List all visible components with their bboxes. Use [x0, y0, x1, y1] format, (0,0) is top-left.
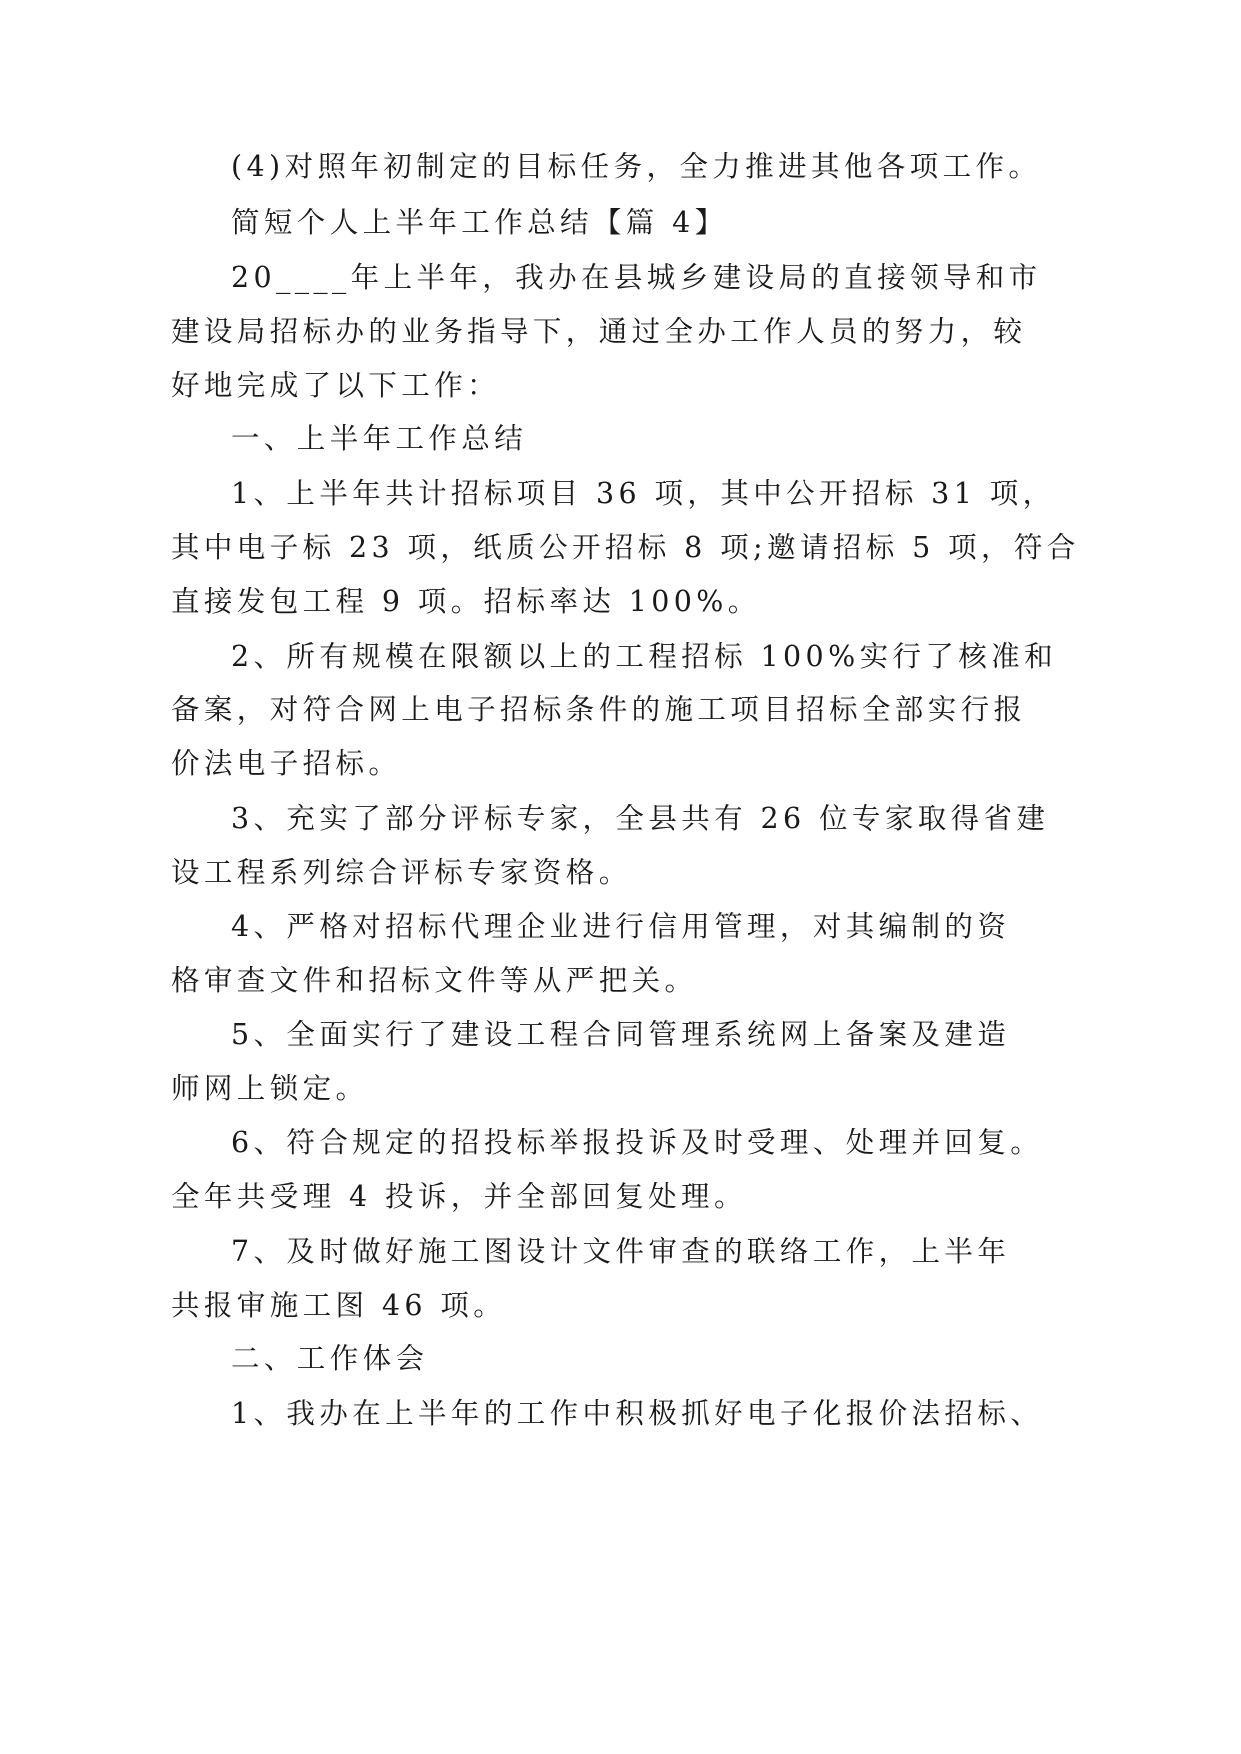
text-line: 师网上锁定。: [171, 1072, 369, 1105]
text-line: 好地完成了以下工作：: [171, 369, 501, 402]
text-line: 共报审施工图 46 项。: [171, 1289, 507, 1322]
text-line: 6、符合规定的招投标举报投诉及时受理、处理并回复。: [231, 1126, 1044, 1159]
subsection-heading: 二、工作体会: [231, 1342, 429, 1375]
text-line: 格审查文件和招标文件等从严把关。: [171, 964, 698, 997]
text-line: 2、所有规模在限额以上的工程招标 100%实行了核准和: [231, 640, 1057, 673]
text-line: 5、全面实行了建设工程合同管理系统网上备案及建造: [231, 1018, 1011, 1051]
subsection-heading: 一、上半年工作总结: [231, 422, 528, 455]
text-line: 建设局招标办的业务指导下，通过全办工作人员的努力，较: [171, 315, 1027, 348]
text-line: 4、严格对招标代理企业进行信用管理，对其编制的资: [231, 910, 1011, 943]
text-line: 1、上半年共计招标项目 36 项，其中公开招标 31 项，: [231, 477, 1056, 510]
text-line: 全年共受理 4 投诉，并全部回复处理。: [171, 1180, 747, 1213]
text-line: 直接发包工程 9 项。招标率达 100%。: [171, 585, 761, 618]
section-heading: 简短个人上半年工作总结【篇 4】: [231, 206, 728, 239]
text-line: 备案，对符合网上电子招标条件的施工项目招标全部实行报: [171, 693, 1027, 726]
text-line: 3、充实了部分评标专家，全县共有 26 位专家取得省建: [231, 802, 1050, 835]
text-line: 1、我办在上半年的工作中积极抓好电子化报价法招标、: [231, 1397, 1044, 1430]
text-line: 其中电子标 23 项，纸质公开招标 8 项;邀请招标 5 项，符合: [171, 531, 1080, 564]
text-line: 20____年上半年，我办在县城乡建设局的直接领导和市: [231, 261, 1042, 294]
text-line: 设工程系列综合评标专家资格。: [171, 856, 632, 889]
text-line: 价法电子招标。: [171, 747, 402, 780]
text-line: 7、及时做好施工图设计文件审查的联络工作，上半年: [231, 1235, 1011, 1268]
text-line: (4)对照年初制定的目标任务，全力推进其他各项工作。: [231, 150, 1042, 183]
